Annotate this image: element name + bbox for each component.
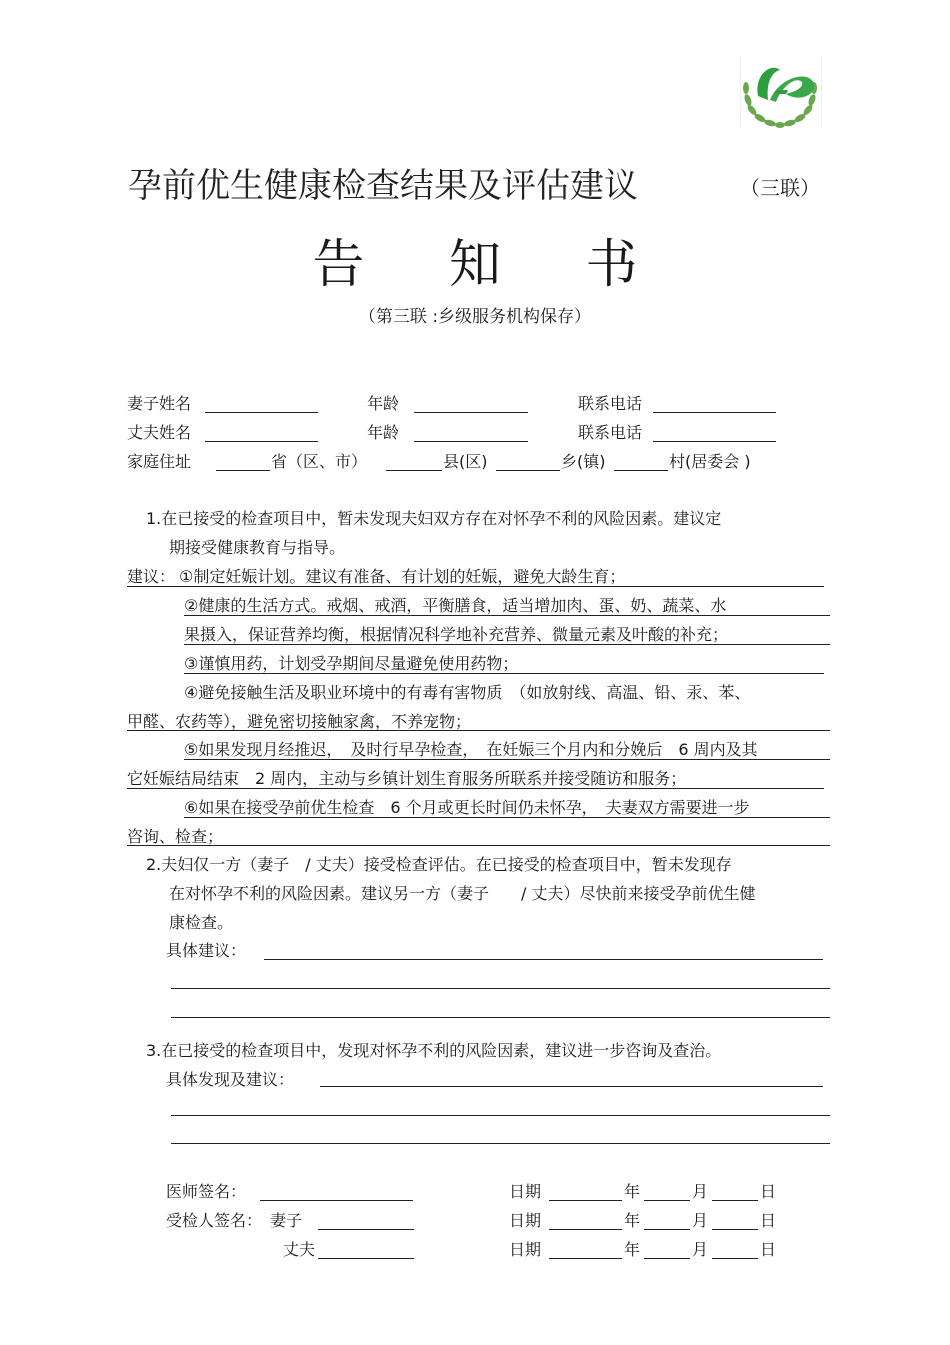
husband-phone-label: 联系电话 — [578, 423, 643, 442]
section3-line1: 3.在已接受的检查项目中，发现对怀孕不利的风险因素，建议进一步咨询及查治。 — [146, 1041, 722, 1060]
advice-6-rule1 — [184, 817, 830, 818]
husband-date-month-field[interactable] — [644, 1258, 690, 1259]
advice-3-rule — [184, 673, 824, 674]
doctor-signature-field[interactable] — [260, 1200, 413, 1201]
husband-age-label: 年龄 — [367, 423, 400, 442]
year-label: 年 — [624, 1211, 641, 1230]
section3-finding-field-1[interactable] — [320, 1086, 823, 1087]
doctor-date-month-field[interactable] — [644, 1200, 690, 1201]
village-label: 村(居委会 ) — [669, 452, 751, 471]
section1-line1: 1.在已接受的检查项目中，暂未发现夫妇双方存在对怀孕不利的风险因素。建议定 — [146, 509, 722, 528]
wife-date-year-field[interactable] — [549, 1229, 622, 1230]
copies-label: （三联） — [740, 176, 820, 200]
husband-signature-field[interactable] — [318, 1258, 414, 1259]
section2-line2: 在对怀孕不利的风险因素。建议另一方（妻子 / 丈夫）尽快前来接受孕前优生健 — [169, 884, 756, 903]
notice-title: 告 知 书 — [312, 235, 672, 295]
date-label: 日期 — [509, 1182, 542, 1201]
husband-phone-field[interactable] — [653, 441, 776, 442]
advice-2-line1: ②健康的生活方式。戒烟、戒酒，平衡膳食，适当增加肉、蛋、奶、蔬菜、水 — [184, 596, 727, 615]
doctor-date-day-field[interactable] — [712, 1200, 758, 1201]
advice-1-rule — [127, 586, 824, 587]
section3-finding-field-2[interactable] — [171, 1115, 830, 1116]
section3-finding-field-3[interactable] — [171, 1143, 830, 1144]
day-label: 日 — [760, 1182, 777, 1201]
advice-2-rule2 — [184, 644, 830, 645]
wife-date-day-field[interactable] — [712, 1229, 758, 1230]
wife-signature-field[interactable] — [318, 1229, 414, 1230]
province-field[interactable] — [216, 470, 270, 471]
wife-name-field[interactable] — [205, 412, 318, 413]
advice-4-line1: ④避免接触生活及职业环境中的有毒有害物质 （如放射线、高温、铅、汞、苯、 — [184, 683, 751, 702]
advice-1: ①制定妊娠计划。建议有准备、有计划的妊娠，避免大龄生育； — [179, 567, 626, 586]
advice-2-rule1 — [184, 615, 830, 616]
wife-label: 妻子 — [270, 1211, 303, 1230]
section1-line2: 期接受健康教育与指导。 — [169, 538, 346, 557]
advice-2-line2: 果摄入，保证营养均衡，根据情况科学地补充营养、微量元素及叶酸的补充； — [184, 625, 729, 644]
advice-6-rule2 — [127, 845, 830, 846]
section2-advice-field-1[interactable] — [264, 959, 823, 960]
subtitle: （第三联 :乡级服务机构保存） — [358, 307, 592, 327]
advice-5-rule1 — [184, 759, 830, 760]
date-label: 日期 — [509, 1211, 542, 1230]
township-field[interactable] — [496, 470, 560, 471]
doctor-date-year-field[interactable] — [549, 1200, 622, 1201]
county-field[interactable] — [386, 470, 442, 471]
wife-age-field[interactable] — [414, 412, 528, 413]
wife-age-label: 年龄 — [367, 394, 400, 413]
year-label: 年 — [624, 1182, 641, 1201]
section2-line1: 2.夫妇仅一方（妻子 / 丈夫）接受检查评估。在已接受的检查项目中，暂未发现存 — [146, 855, 732, 874]
month-label: 月 — [692, 1182, 709, 1201]
section2-advice-field-3[interactable] — [171, 1017, 830, 1018]
doctor-signature-label: 医师签名： — [166, 1182, 247, 1201]
day-label: 日 — [760, 1211, 777, 1230]
county-label: 县(区) — [443, 452, 488, 471]
section3-specific-label: 具体发现及建议： — [166, 1070, 295, 1089]
advice-6-line1: ⑥如果在接受孕前优生检查 6 个月或更长时间仍未怀孕， 夫妻双方需要进一步 — [184, 798, 750, 817]
day-label: 日 — [760, 1240, 777, 1259]
page-title: 孕前优生健康检查结果及评估建议 — [128, 166, 638, 206]
province-label: 省（区、市） — [271, 452, 368, 471]
advice-5-line2: 它妊娠结局结束 2 周内，主动与乡镇计划生育服务所联系并接受随访和服务； — [127, 769, 687, 788]
wife-name-label: 妻子姓名 — [127, 394, 192, 413]
husband-label: 丈夫 — [283, 1240, 316, 1259]
advice-5-rule2 — [127, 788, 824, 789]
advice-6-line2: 咨询、检查； — [127, 827, 224, 846]
husband-age-field[interactable] — [414, 441, 528, 442]
section2-line3: 康检查。 — [169, 913, 234, 932]
month-label: 月 — [692, 1211, 709, 1230]
date-label: 日期 — [509, 1240, 542, 1259]
wife-phone-field[interactable] — [653, 412, 776, 413]
township-label: 乡(镇) — [561, 452, 606, 471]
examinee-signature-label: 受检人签名： — [166, 1211, 263, 1230]
husband-name-label: 丈夫姓名 — [127, 423, 192, 442]
husband-date-year-field[interactable] — [549, 1258, 622, 1259]
advice-label: 建议： — [127, 567, 176, 586]
wife-date-month-field[interactable] — [644, 1229, 690, 1230]
wheat-wreath-logo-icon — [740, 56, 822, 128]
husband-name-field[interactable] — [205, 441, 318, 442]
year-label: 年 — [624, 1240, 641, 1259]
wife-phone-label: 联系电话 — [578, 394, 643, 413]
advice-4-rule — [127, 730, 830, 731]
section2-advice-field-2[interactable] — [171, 988, 830, 989]
advice-3: ③谨慎用药，计划受孕期间尽量避免使用药物； — [184, 654, 519, 673]
address-label: 家庭住址 — [127, 452, 192, 471]
husband-date-day-field[interactable] — [712, 1258, 758, 1259]
advice-5-line1: ⑤如果发现月经推迟， 及时行早孕检查， 在妊娠三个月内和分娩后 6 周内及其 — [184, 740, 758, 759]
village-field[interactable] — [614, 470, 668, 471]
section2-specific-label: 具体建议： — [166, 941, 247, 960]
advice-4-line2: 甲醛、农药等），避免密切接触家禽，不养宠物； — [127, 712, 472, 731]
month-label: 月 — [692, 1240, 709, 1259]
